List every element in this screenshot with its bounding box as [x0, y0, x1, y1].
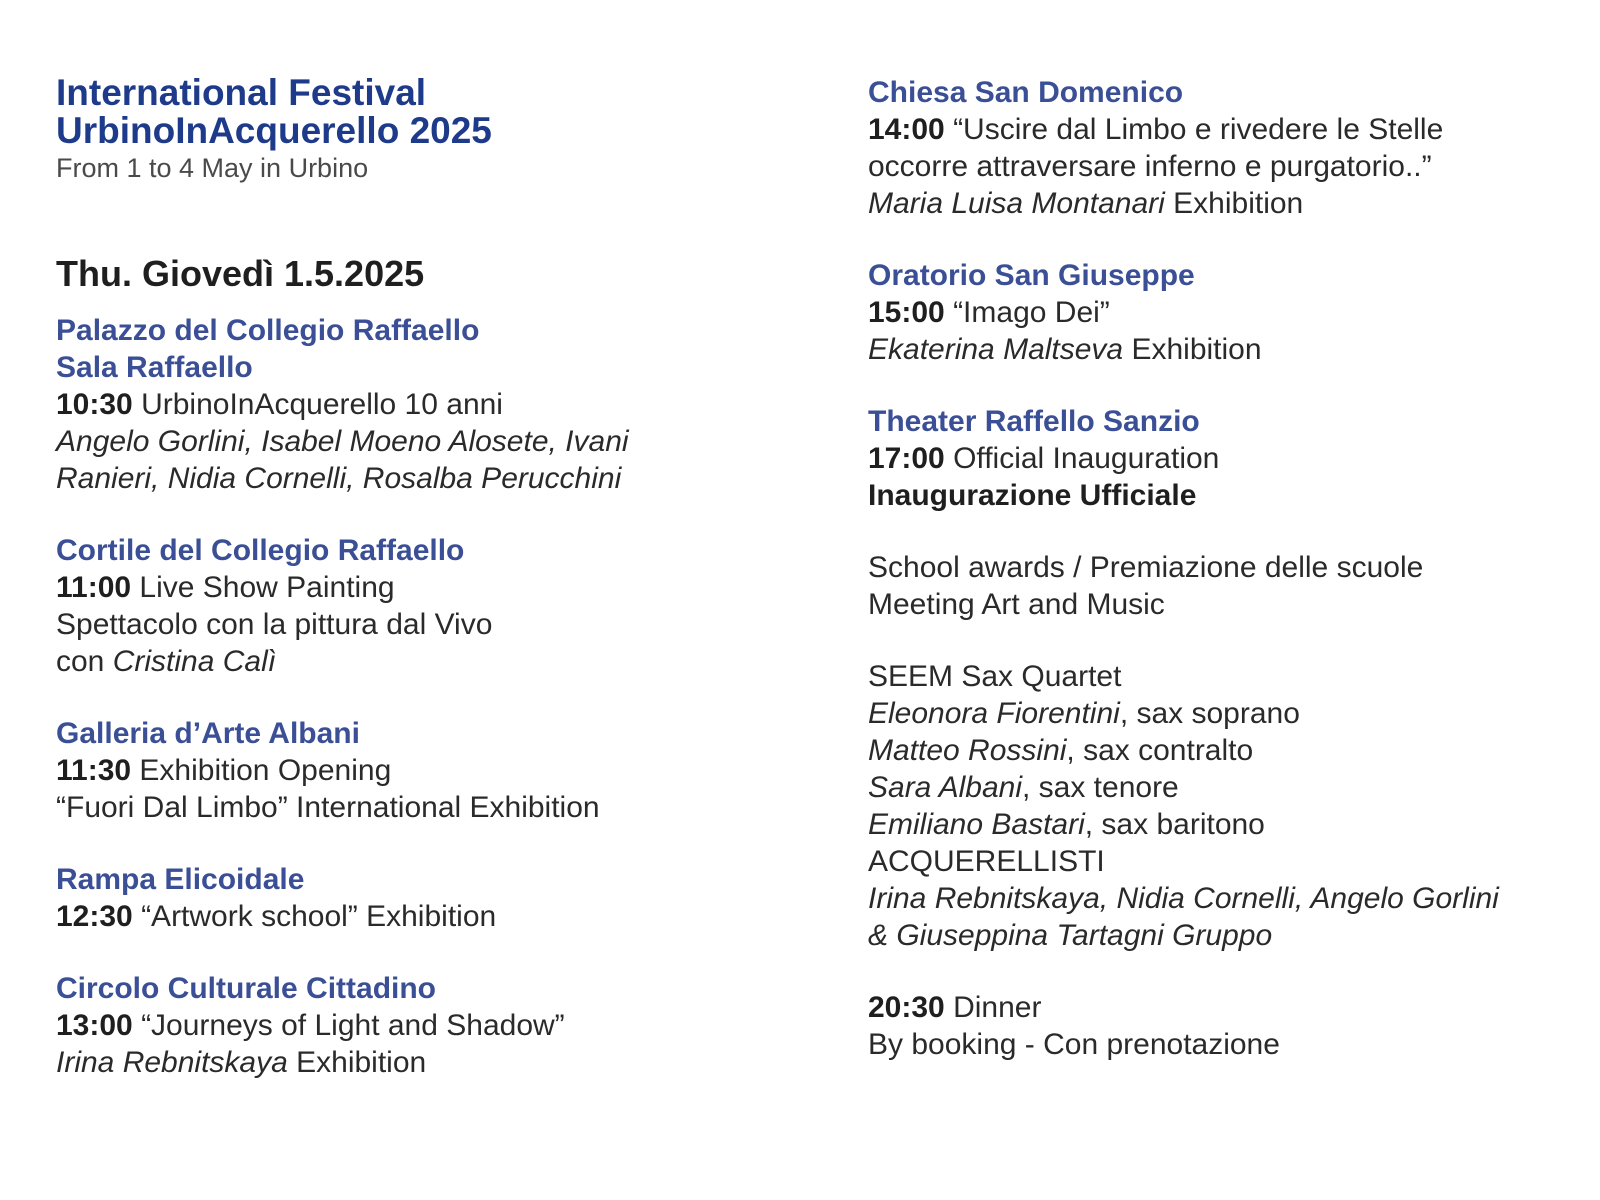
event-line — [56, 752, 796, 789]
musician-name: Matteo Rossini — [868, 734, 1067, 767]
awards-section — [868, 549, 1568, 623]
venue-name: Cortile del Collegio Raffaello — [56, 534, 465, 567]
event-artist-line — [56, 1044, 796, 1081]
venue-name: Oratorio San Giuseppe — [868, 259, 1195, 292]
venue-room: Sala Raffaello — [56, 351, 253, 384]
event-san-domenico — [868, 74, 1568, 222]
event-artist-line — [868, 331, 1568, 368]
venue-name: Circolo Culturale Cittadino — [56, 972, 437, 1005]
event-title: Live Show Painting — [131, 571, 395, 604]
venue-name: Theater Raffello Sanzio — [868, 405, 1200, 438]
dinner-section — [868, 989, 1568, 1063]
venue-name: Rampa Elicoidale — [56, 863, 305, 896]
left-column — [56, 74, 796, 1116]
artist-names: & Giuseppina Tartagni Gruppo — [868, 919, 1273, 952]
musician-line — [868, 769, 1568, 806]
event-san-giuseppe — [868, 257, 1568, 368]
artist-suffix: Exhibition — [1164, 187, 1304, 220]
event-title: Official Inauguration — [944, 442, 1220, 475]
event-artist-line — [868, 185, 1568, 222]
musician-line — [868, 806, 1568, 843]
artist-name: Maria Luisa Montanari — [868, 187, 1165, 220]
event-line — [56, 898, 796, 935]
event-time: 15:00 — [868, 296, 945, 329]
musician-name: Eleonora Fiorentini — [868, 697, 1120, 730]
event-description: “Fuori Dal Limbo” International Exhibition — [56, 791, 600, 824]
musician-role: , sax baritono — [1084, 808, 1265, 841]
event-line — [56, 386, 796, 423]
event-artist-line — [56, 643, 796, 680]
event-title: Dinner — [944, 991, 1042, 1024]
festival-subtitle: From 1 to 4 May in Urbino — [56, 153, 369, 183]
venue-name: Chiesa San Domenico — [868, 76, 1184, 109]
event-title: “Artwork school” Exhibition — [132, 900, 497, 933]
booking-note: By booking - Con prenotazione — [868, 1028, 1280, 1061]
right-column — [868, 74, 1568, 1098]
artist-names: Irina Rebnitskaya, Nidia Cornelli, Angelo Gorlini — [868, 882, 1499, 915]
festival-title-line1: International Festival — [56, 72, 427, 113]
event-description: occorre attraversare inferno e purgatorio..” — [868, 150, 1432, 183]
event-circolo — [56, 970, 796, 1081]
artist-names: Angelo Gorlini, Isabel Moeno Alosete, Ivani — [56, 425, 629, 458]
event-rampa — [56, 861, 796, 935]
musician-role: , sax contralto — [1066, 734, 1254, 767]
event-cortile — [56, 532, 796, 680]
musician-name: Emiliano Bastari — [868, 808, 1085, 841]
artist-names: Ranieri, Nidia Cornelli, Rosalba Perucchini — [56, 462, 622, 495]
musician-role: , sax tenore — [1021, 771, 1179, 804]
event-title: Exhibition Opening — [131, 754, 392, 787]
event-title: UrbinoInAcquerello 10 anni — [132, 388, 503, 421]
event-line — [868, 989, 1568, 1026]
event-time: 20:30 — [868, 991, 945, 1024]
event-line — [868, 111, 1568, 148]
event-time: 14:00 — [868, 113, 945, 146]
event-italian-title: Inaugurazione Ufficiale — [868, 479, 1197, 512]
artist-suffix: Exhibition — [1123, 333, 1262, 366]
meeting-line: Meeting Art and Music — [868, 588, 1165, 621]
event-time: 11:00 — [56, 571, 132, 604]
artist-prefix: con — [56, 645, 113, 678]
event-description: Spettacolo con la pittura dal Vivo — [56, 608, 493, 641]
event-title: “Uscire dal Limbo e rivedere le Stelle — [944, 113, 1444, 146]
musician-role: , sax soprano — [1119, 697, 1300, 730]
event-theater — [868, 403, 1568, 514]
musician-line — [868, 695, 1568, 732]
artists-label: ACQUERELLISTI — [868, 845, 1105, 878]
festival-title-line2: UrbinoInAcquerello 2025 — [56, 110, 492, 151]
artist-name: Cristina Calì — [112, 645, 277, 678]
event-line — [56, 1007, 796, 1044]
venue-name: Galleria d’Arte Albani — [56, 717, 360, 750]
venue-name: Palazzo del Collegio Raffaello — [56, 314, 480, 347]
event-title: “Imago Dei” — [944, 296, 1110, 329]
event-sala-raffaello — [56, 312, 796, 497]
quartet-name: SEEM Sax Quartet — [868, 660, 1122, 693]
artist-name: Irina Rebnitskaya — [56, 1046, 288, 1079]
musician-name: Sara Albani — [868, 771, 1022, 804]
event-title: “Journeys of Light and Shadow” — [132, 1009, 565, 1042]
event-line — [56, 569, 796, 606]
event-galleria — [56, 715, 796, 826]
event-line — [868, 440, 1568, 477]
event-time: 11:30 — [56, 754, 132, 787]
event-line — [868, 294, 1568, 331]
music-section — [868, 658, 1568, 954]
festival-header — [56, 74, 796, 184]
awards-line: School awards / Premiazione delle scuole — [868, 551, 1424, 584]
event-time: 17:00 — [868, 442, 945, 475]
artist-name: Ekaterina Maltseva — [868, 333, 1124, 366]
event-time: 12:30 — [56, 900, 133, 933]
artist-suffix: Exhibition — [287, 1046, 427, 1079]
event-time: 13:00 — [56, 1009, 133, 1042]
event-time: 10:30 — [56, 388, 133, 421]
musician-line — [868, 732, 1568, 769]
day-heading: Thu. Giovedì 1.5.2025 — [56, 253, 425, 294]
